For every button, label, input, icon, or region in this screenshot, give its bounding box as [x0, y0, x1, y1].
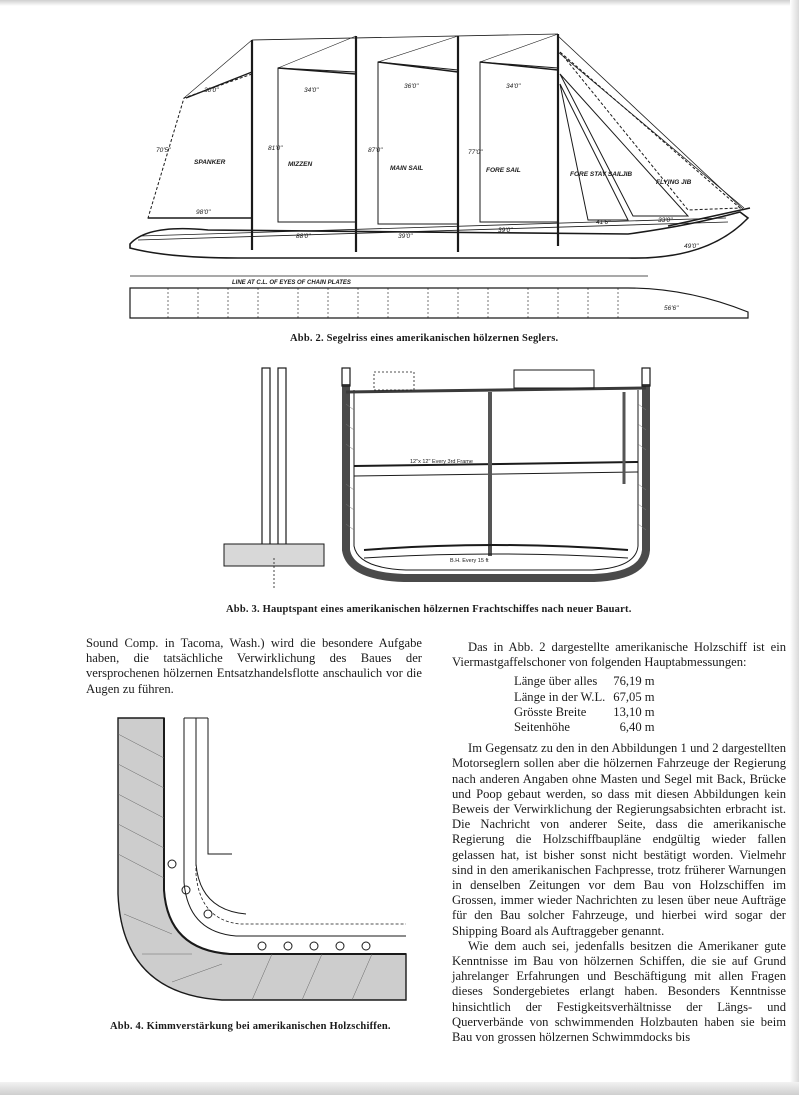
caption-abb4-number: Abb. 4. [110, 1021, 144, 1032]
dimension-value: 6,40 m [619, 720, 655, 735]
dimension-value: 67,05 m [613, 689, 655, 704]
dim-fore-boom: 39'0" [498, 227, 513, 234]
dimension-row [514, 720, 655, 735]
dim-flying-jib-foot: 33'0" [658, 217, 673, 224]
label-bulkhead: B.H. Every 15 ft [450, 558, 489, 564]
scan-edge-right [790, 0, 799, 1095]
scan-edge-top [0, 0, 799, 6]
bilge-reinforcement-drawing [112, 714, 408, 1014]
caption-abb2-number: Abb. 2. [290, 333, 324, 344]
right-column-text [452, 640, 786, 1045]
dim-main-boom: 39'0" [398, 233, 413, 240]
dim-mizzen-gaff: 34'0" [304, 87, 319, 94]
paragraph-american-knowledge: Wie dem auch sei, jedenfalls besitzen die Amerikaner gute Kenntnisse im Bau von hölzernen Schiffen, die sie auf Grund jahrelanger Erfahrungen und Beschäftigung mit allen Fragen dieses Sondergebietes erlangt haben. Besonders Kenntnisse hinsichtlich der Festigkeitsverhältnisse der Längs- und Querverbände von schwimmenden Holzbauten haben sie beim Bau von grossen hölzernen Schwimmdocks bis [452, 938, 786, 1045]
dim-main-gaff: 36'0" [404, 83, 419, 90]
main-dimensions-table [514, 674, 655, 735]
label-fore-sail: FORE SAIL [486, 167, 521, 174]
dim-fore-gaff: 34'0" [506, 83, 521, 90]
midship-section-drawing [214, 364, 664, 596]
sail-plan-drawing [128, 12, 768, 330]
dimension-value: 76,19 m [613, 674, 655, 689]
figure-bilge-reinforcement [112, 714, 408, 1014]
caption-abb3-number: Abb. 3. [226, 604, 260, 615]
dimension-label: Grösste Breite [514, 704, 587, 719]
dim-bowsprit: 49'0" [684, 243, 699, 250]
figure-midship-section [214, 364, 664, 596]
dimension-row [514, 690, 655, 705]
dim-spanker-leech: 70'5" [156, 147, 171, 154]
caption-abb4 [110, 1021, 391, 1032]
label-main-sail: MAIN SAIL [390, 165, 424, 172]
label-fore-stay-sail: FORE STAY SAIL [570, 171, 623, 178]
dim-mizzen-boom: 88'0" [296, 233, 311, 240]
label-chain-plates-line: LINE AT C.L. OF EYES OF CHAIN PLATES [232, 280, 351, 286]
left-column-paragraph: Sound Comp. in Tacoma, Wash.) wird die besondere Aufgabe haben, die tatsächliche Verwirklichung des Baues der versprochenen hölzernen Entsatzhandelsflotte anschaulich vor die Augen zu führen. [86, 636, 422, 696]
caption-abb3-text: Hauptspant eines amerikanischen hölzernen Frachtschiffes nach neuer Bauart. [262, 604, 632, 615]
dim-jib-foot: 41'6" [596, 219, 611, 226]
label-flying-jib: FLYING JIB [656, 179, 692, 186]
dimension-row [514, 674, 655, 689]
caption-abb3 [226, 604, 632, 615]
dim-bow-profile: 56'6" [664, 305, 679, 312]
dim-spanker-gaff: 30'0" [204, 87, 219, 94]
left-column-text [86, 636, 422, 697]
dim-spanker-boom: 98'0" [196, 209, 211, 216]
dimension-label: Länge in der W.L. [514, 689, 606, 704]
dimension-label: Länge über alles [514, 674, 598, 689]
dimension-value: 13,10 m [613, 704, 655, 719]
paragraph-government-ships: Im Gegensatz zu den in den Abbildungen 1 und 2 dargestellten Motorseglern sollen aber die hölzernen Fahrzeuge der Regierung nach anderen Angaben ohne Masten und Segel mit Back, Brücke und Poop gebaut werden, so dass mit diesen Abbildungen kein Beweis der Verwirklichung der Regierungsabsichten erbracht ist. Die Nachricht von anderer Seite, dass die amerikanische Regierung die Holzschiffbaupläne endgültig wieder fallen gelassen hat, ist bisher sonst nicht bestätigt worden. Vielmehr sind in den amerikanischen Fachpresse, trotz früherer Warnungen in denselben Zeitungen vor dem Bau von Holzschiffen im Grossen, immer wieder Nachrichten zu lesen über neue Aufträge für den Bau solcher Fahrzeuge, und hierbei wird sogar der Shipping Board als Auftraggeber genannt. [452, 741, 786, 938]
dim-main-luff: 87'0" [368, 147, 383, 154]
figure-sail-plan [128, 12, 768, 330]
label-every-3rd-frame: 12"x 12" Every 3rd Frame [410, 459, 473, 465]
caption-abb4-text: Kimmverstärkung bei amerikanischen Holzschiffen. [146, 1021, 391, 1032]
dim-mizzen-luff: 81'0" [268, 145, 283, 152]
right-intro-paragraph: Das in Abb. 2 dargestellte amerikanische Holzschiff ist ein Viermastgaffelschoner von folgenden Hauptabmessungen: [452, 640, 786, 670]
label-spanker: SPANKER [194, 159, 226, 166]
label-jib: JIB [622, 171, 633, 178]
dimension-label: Seitenhöhe [514, 720, 570, 735]
label-mizzen: MIZZEN [288, 161, 313, 168]
dimension-row [514, 705, 655, 720]
dim-fore-luff: 77'0" [468, 149, 483, 156]
caption-abb2 [290, 333, 558, 344]
scan-edge-bottom [0, 1082, 799, 1095]
caption-abb2-text: Segelriss eines amerikanischen hölzernen Seglers. [326, 333, 559, 344]
